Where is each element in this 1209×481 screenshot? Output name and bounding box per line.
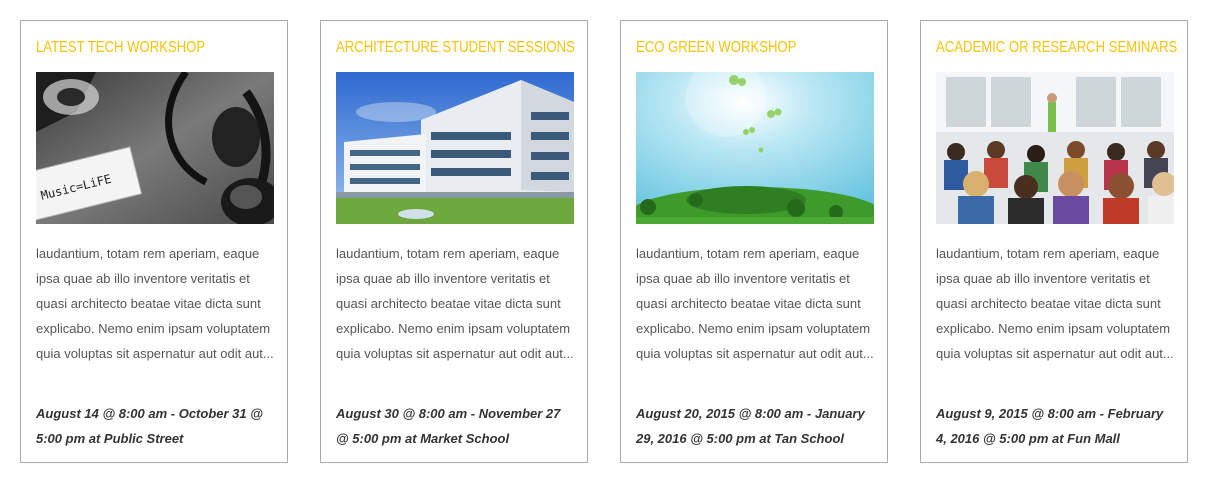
event-date: August 20, 2015 @ 8:00 am - January 29, 2016 @ 5:00 pm at Tan School [636,406,865,446]
event-description: laudantium, totam rem aperiam, eaque ipsa quae ab illo inventore veritatis et quasi architecto beatae vitae dicta sunt explicabo. Nemo enim ipsam voluptatem quia voluptas sit aspernatur aut odit aut... [36,246,274,361]
event-image-link[interactable] [636,72,874,224]
event-title-link[interactable]: ECO GREEN WORKSHOP [636,39,797,56]
event-image-link[interactable] [936,72,1174,224]
headphones-music-life-photo [36,72,274,224]
photo-note-text: Music=LiFE [39,171,113,203]
event-card [20,20,288,463]
green-hill-sky-photo [636,72,874,224]
event-card [320,20,588,463]
event-description: laudantium, totam rem aperiam, eaque ipsa quae ab illo inventore veritatis et quasi architecto beatae vitae dicta sunt explicabo. Nemo enim ipsam voluptatem quia voluptas sit aspernatur aut odit aut... [636,246,874,361]
event-date: August 30 @ 8:00 am - November 27 @ 5:00 pm at Market School [336,406,561,446]
event-image-link[interactable] [36,72,274,224]
modern-building-photo [336,72,574,224]
event-date: August 9, 2015 @ 8:00 am - February 4, 2016 @ 5:00 pm at Fun Mall [936,406,1164,446]
event-title-link[interactable]: ARCHITECTURE STUDENT SESSIONS [336,39,575,56]
seminar-audience-photo [936,72,1174,224]
event-date: August 14 @ 8:00 am - October 31 @ 5:00 pm at Public Street [36,406,263,446]
event-title-link[interactable]: ACADEMIC OR RESEARCH SEMINARS [936,39,1178,56]
event-description: laudantium, totam rem aperiam, eaque ipsa quae ab illo inventore veritatis et quasi architecto beatae vitae dicta sunt explicabo. Nemo enim ipsam voluptatem quia voluptas sit aspernatur aut odit aut... [936,246,1174,361]
event-title-link[interactable]: LATEST TECH WORKSHOP [36,39,206,56]
event-image-link[interactable] [336,72,574,224]
event-card [620,20,888,463]
event-description: laudantium, totam rem aperiam, eaque ipsa quae ab illo inventore veritatis et quasi architecto beatae vitae dicta sunt explicabo. Nemo enim ipsam voluptatem quia voluptas sit aspernatur aut odit aut... [336,246,574,361]
event-card [920,20,1188,463]
